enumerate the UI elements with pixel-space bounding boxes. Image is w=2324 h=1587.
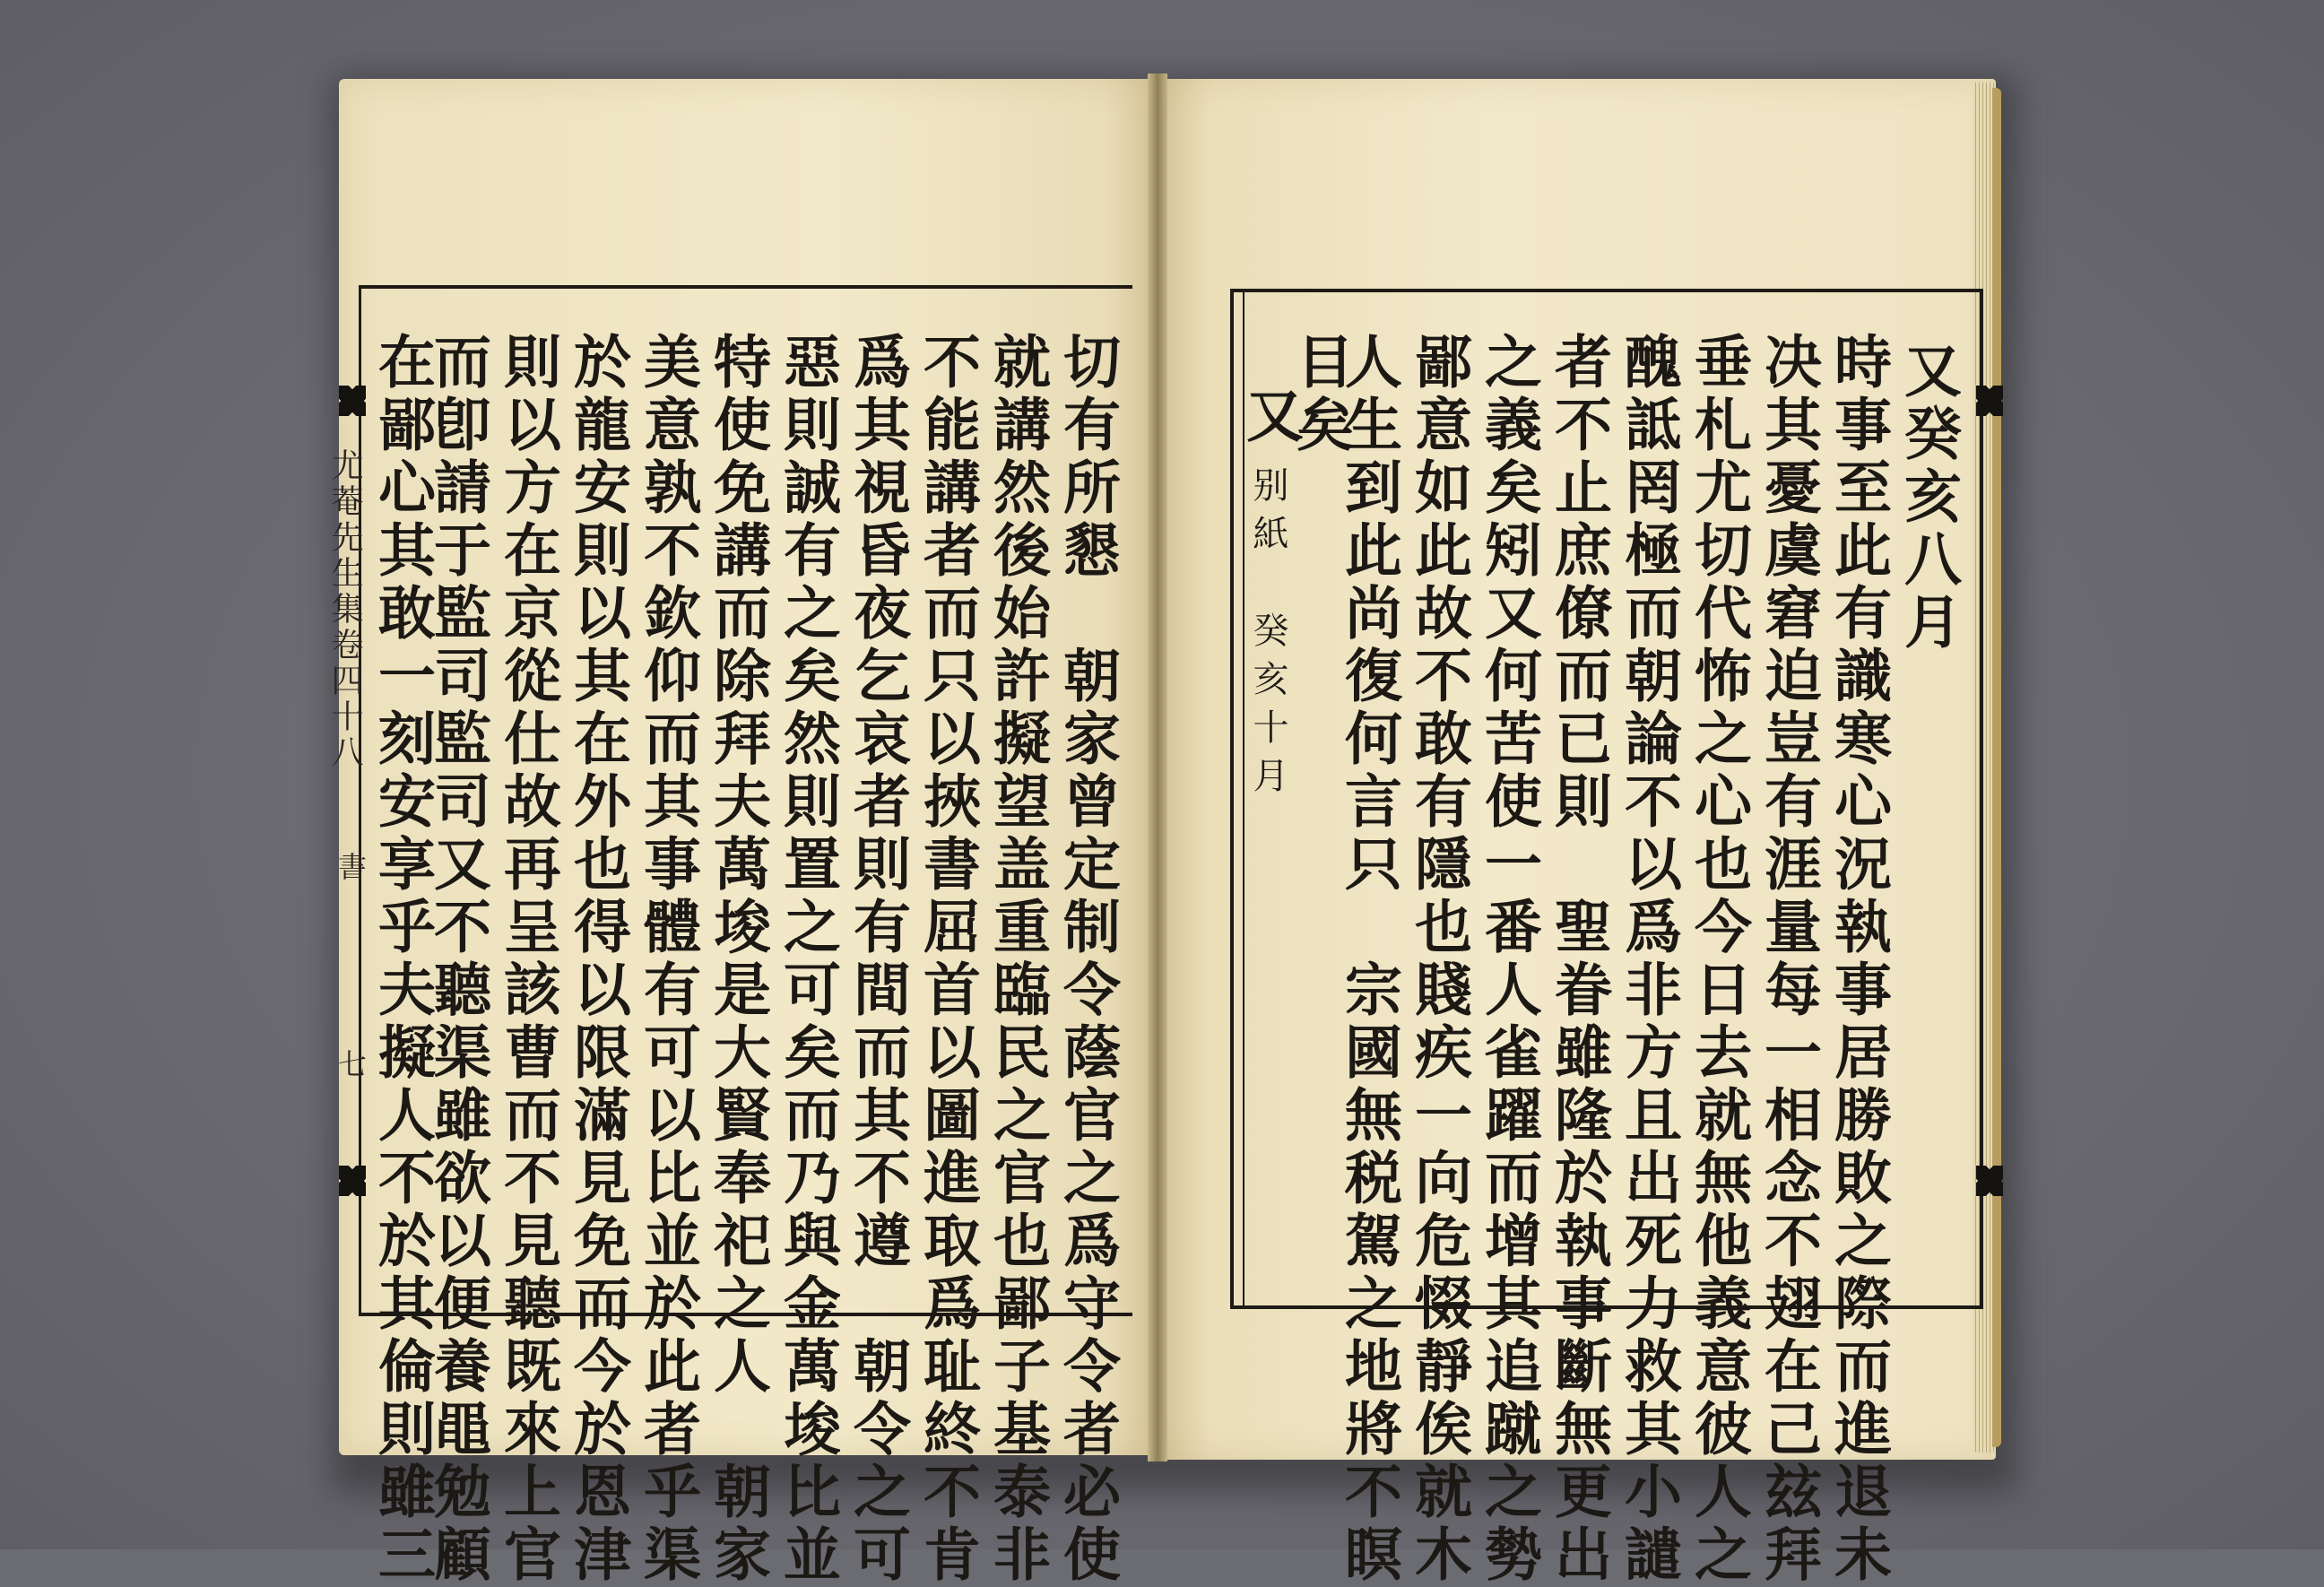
right-column-9: 目矣 xyxy=(1287,332,1354,457)
left-column-5: 惡則誠有之矣然則置之可矣而乃與金萬埈比並 xyxy=(774,332,841,1587)
right-column-5: 者不止庶僚而已則 聖眷雖隆於執事斷無更出 xyxy=(1545,332,1612,1587)
book-gutter xyxy=(1148,74,1167,1461)
left-column-10: 而卽請于監司監司又不聽渠雖欲以便養黽勉顧 xyxy=(424,332,491,1587)
left-column-6: 特使免講而除拜夫萬埈是大賢奉祀之人 朝家 xyxy=(704,332,771,1587)
cover-edge xyxy=(1992,88,2001,1447)
right-column-8: 人生到此尚復何言只 宗國無税駕之地將不瞑 xyxy=(1335,332,1402,1587)
next-letter-subheading: 别紙 癸亥十月 xyxy=(1247,466,1288,805)
right-column-1: 時事至此有識寒心況執事居勝敗之際而進退未 xyxy=(1825,332,1892,1587)
right-column-heading: 又癸亥八月 xyxy=(1895,341,1962,655)
margin-section: 書 xyxy=(334,852,368,880)
left-column-1: 切有所懇 朝家曾定制令蔭官之爲守令者必使 xyxy=(1054,332,1121,1587)
left-column-4: 爲其視昏夜乞哀者則有間而其不遵 朝令之可 xyxy=(844,332,911,1587)
lower-fishtail-icon xyxy=(339,1166,366,1196)
right-column-7: 鄙意如此故不敢有隱也賤疾一向危惙靜俟就木 xyxy=(1405,332,1472,1587)
upper-fishtail-icon xyxy=(339,386,366,416)
upper-fishtail-icon-right xyxy=(1976,386,2003,416)
left-column-2: 就講然後始許擬望盖重臨民之官也鄙子基泰非 xyxy=(984,332,1051,1587)
next-letter-heading: 又 xyxy=(1236,386,1304,448)
left-column-9: 則以方在京從仕故再呈該曹而不見聽既來上官 xyxy=(494,332,561,1587)
left-column-3: 不能講者而只以挾書屈首以圖進取爲耻終不肯 xyxy=(914,332,981,1587)
right-column-6: 之義矣矧又何苦使一番人雀躍而增其追蹴之勢 xyxy=(1475,332,1542,1587)
left-column-8: 於龍安則以其在外也得以限滿見免而今於恩津 xyxy=(564,332,631,1587)
right-column-2: 决其憂虞窘迫豈有涯量每一相念不翅在己玆拜 xyxy=(1755,332,1822,1587)
lower-fishtail-icon-right xyxy=(1976,1166,2003,1196)
left-column-7: 美意孰不欽仰而其事體有可以比並於此者乎渠 xyxy=(634,332,701,1587)
margin-title: 尤菴先生集卷四十八 xyxy=(326,448,363,771)
right-column-3: 垂札尤切代怖之心也今日去就無他義意彼人之 xyxy=(1685,332,1752,1587)
right-column-4: 醜詆罔極而朝論不以爲非方且出死力救其小譴 xyxy=(1615,332,1682,1587)
margin-page-number: 七 xyxy=(334,1049,368,1078)
left-column-11: 在鄙心其敢一刻安享乎夫擬人不於其倫則雖三 xyxy=(369,332,436,1587)
